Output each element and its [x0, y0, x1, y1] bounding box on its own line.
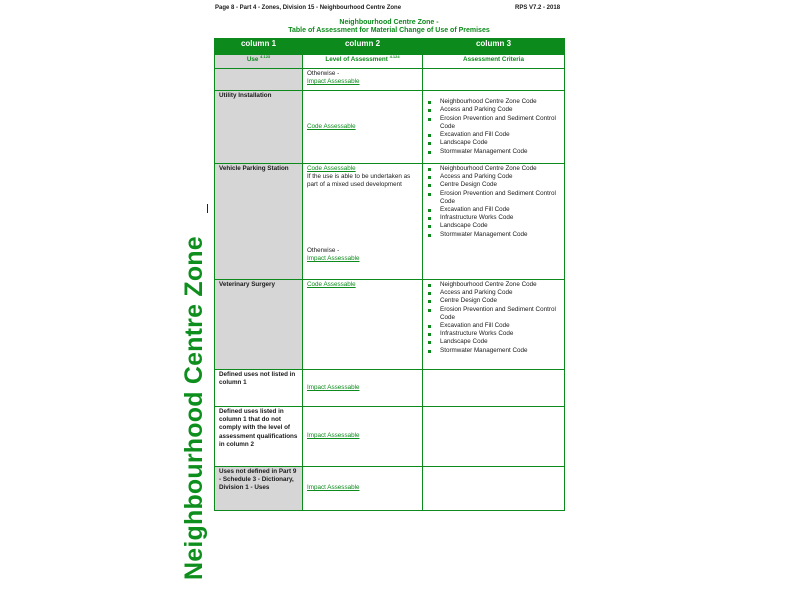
criteria-cell	[423, 69, 565, 91]
criteria-item: Centre Design Code	[427, 297, 560, 305]
use-cell: Defined uses listed in column 1 that do not comply with the level of assessment qualifications in column 2	[215, 407, 303, 467]
use-footnote-ref[interactable]: 4.123	[260, 53, 271, 59]
level-cell	[303, 407, 423, 467]
column-1-header: column 1	[215, 39, 303, 55]
page-header-left: Page 8 - Part 4 - Zones, Division 15 - Neighbourhood Centre Zone	[215, 5, 402, 11]
impact-assessable-link[interactable]: Impact Assessable	[307, 484, 360, 492]
title-line-2: Table of Assessment for Material Change of Use of Premises	[288, 27, 490, 34]
criteria-item: Excavation and Fill Code	[427, 206, 560, 214]
criteria-item: Neighbourhood Centre Zone Code	[427, 98, 560, 106]
criteria-item: Erosion Prevention and Sediment Control Code	[427, 306, 560, 322]
use-cell: Veterinary Surgery	[215, 280, 303, 370]
otherwise-text: Otherwise -	[307, 246, 340, 254]
level-cell	[303, 69, 423, 91]
criteria-list	[427, 98, 560, 155]
criteria-cell	[423, 370, 565, 407]
criteria-item: Access and Parking Code	[427, 289, 560, 297]
criteria-item: Access and Parking Code	[427, 173, 560, 181]
criteria-cell	[423, 407, 565, 467]
table-row	[215, 69, 565, 91]
title-line-1: Neighbourhood Centre Zone -	[339, 19, 439, 26]
criteria-subheader: Assessment Criteria	[423, 55, 565, 69]
assessment-table	[214, 38, 565, 511]
use-cell: Vehicle Parking Station	[215, 164, 303, 280]
level-cell	[303, 91, 423, 164]
table-row	[215, 164, 565, 280]
use-cell: Uses not defined in Part 9 - Schedule 3 - Dictionary, Division 1 - Uses	[215, 467, 303, 511]
criteria-list	[427, 281, 560, 355]
code-assessable-link[interactable]: Code Assessable	[307, 122, 356, 130]
criteria-item: Infrastructure Works Code	[427, 330, 560, 338]
criteria-item: Stormwater Management Code	[427, 148, 560, 156]
table-row	[215, 407, 565, 467]
impact-assessable-link[interactable]: Impact Assessable	[307, 254, 360, 262]
criteria-item: Excavation and Fill Code	[427, 322, 560, 330]
use-cell	[215, 69, 303, 91]
criteria-item: Erosion Prevention and Sediment Control Code	[427, 190, 560, 206]
use-subheader: Use $^{4.123}$	[215, 55, 303, 69]
impact-assessable-link[interactable]: Impact Assessable	[307, 78, 360, 86]
table-row	[215, 467, 565, 511]
criteria-item: Stormwater Management Code	[427, 347, 560, 355]
criteria-item: Landscape Code	[427, 338, 560, 346]
level-subheader: Level of Assessment $^{4.124}$	[303, 55, 423, 69]
page-header-version: RPS V7.2 - 2018	[515, 5, 561, 11]
use-cell: Defined uses not listed in column 1	[215, 370, 303, 407]
criteria-item: Neighbourhood Centre Zone Code	[427, 281, 560, 289]
criteria-cell	[423, 91, 565, 164]
criteria-list	[427, 165, 560, 239]
criteria-item: Centre Design Code	[427, 181, 560, 189]
subheader-row	[215, 55, 565, 69]
table-row	[215, 91, 565, 164]
criteria-item: Infrastructure Works Code	[427, 214, 560, 222]
column-3-header: column 3	[423, 39, 565, 55]
level-cell	[303, 280, 423, 370]
criteria-item: Stormwater Management Code	[427, 231, 560, 239]
criteria-item: Neighbourhood Centre Zone Code	[427, 165, 560, 173]
level-cell	[303, 164, 423, 280]
criteria-item: Landscape Code	[427, 139, 560, 147]
impact-assessable-link[interactable]: Impact Assessable	[307, 432, 360, 440]
criteria-item: Landscape Code	[427, 222, 560, 230]
criteria-item: Erosion Prevention and Sediment Control Code	[427, 115, 560, 131]
level-footnote-ref[interactable]: 4.124	[389, 53, 400, 59]
side-zone-title: Neighbourhood Centre Zone	[180, 236, 208, 580]
criteria-item: Excavation and Fill Code	[427, 131, 560, 139]
table-row	[215, 280, 565, 370]
page-title	[215, 19, 563, 35]
level-cell	[303, 370, 423, 407]
table-row	[215, 370, 565, 407]
code-assessable-link[interactable]: Code Assessable	[307, 165, 356, 172]
otherwise-text: Otherwise -	[307, 70, 340, 77]
impact-assessable-link[interactable]: Impact Assessable	[307, 383, 360, 391]
criteria-cell	[423, 467, 565, 511]
column-2-header: column 2	[303, 39, 423, 55]
criteria-item: Access and Parking Code	[427, 106, 560, 114]
criteria-cell	[423, 280, 565, 370]
column-header-row	[215, 39, 565, 55]
level-cell	[303, 467, 423, 511]
condition-note: If the use is able to be undertaken as part of a mixed used development	[307, 173, 411, 189]
text-cursor	[207, 204, 208, 213]
use-cell: Utility Installation	[215, 91, 303, 164]
criteria-cell	[423, 164, 565, 280]
code-assessable-link[interactable]: Code Assessable	[307, 281, 356, 288]
